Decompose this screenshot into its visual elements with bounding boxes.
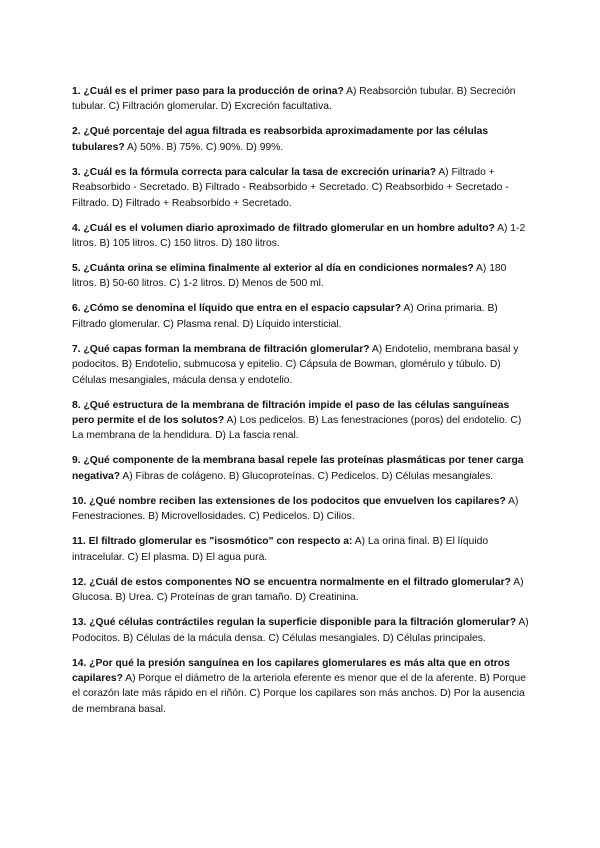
question-number: 12. [72, 576, 87, 588]
question-11 [72, 534, 530, 565]
question-number: 6. [72, 303, 81, 315]
question-text: ¿Cuál es el primer paso para la producción de orina? [83, 86, 344, 97]
question-7 [72, 342, 530, 388]
answer-options: A) Fibras de colágeno. B) Glucoproteínas. C) Pedicelos. D) Células mesangiales. [122, 470, 494, 482]
answer-options: A) Endotelio, membrana basal y podocitos. B) Endotelio, submucosa y epitelio. C) Cápsula de Bowman, glomérulo y túbulo. D) Células mesangiales, mácula densa y endotelio. [72, 343, 519, 386]
question-6 [72, 301, 530, 332]
question-number: 11. [72, 536, 86, 548]
question-stem [72, 617, 516, 628]
question-number: 9. [72, 455, 81, 467]
answer-options: A) Filtrado + Reabsorbido - Secretado. B) Filtrado - Reabsorbido + Secretado. C) Reabsorbido + Secretado - Filtrado. D) Filtrado + Reabsorbido + Secretado. [72, 166, 509, 209]
answer-options: A) Reabsorción tubular. B) Secreción tubular. C) Filtración glomerular. D) Excreción facultativa. [72, 86, 516, 113]
question-9 [72, 453, 530, 484]
answer-options: A) Podocitos. B) Células de la mácula densa. C) Células mesangiales. D) Células principales. [72, 617, 529, 644]
question-number: 3. [72, 166, 81, 178]
question-number: 8. [72, 399, 81, 411]
question-text: ¿Qué porcentaje del agua filtrada es reabsorbida aproximadamente por las células tubulares? [72, 126, 489, 153]
question-8 [72, 398, 530, 444]
question-2 [72, 124, 530, 155]
question-text: ¿Cuál es el volumen diario aproximado de filtrado glomerular en un hombre adulto? [83, 222, 495, 234]
question-5 [72, 261, 530, 292]
question-stem [72, 263, 474, 274]
question-text: ¿Cuál de estos componentes NO se encuentra normalmente en el filtrado glomerular? [89, 576, 511, 588]
question-text: ¿Cómo se denomina el líquido que entra en el espacio capsular? [83, 303, 402, 315]
answer-options: A) Los pedicelos. B) Las fenestraciones (poros) del endotelio. C) La membrana de la hendidura. D) La fascia renal. [72, 415, 522, 442]
question-text: ¿Por qué la presión sanguínea en los capilares glomerulares es más alta que en otros capilares? [72, 657, 510, 684]
question-text: El filtrado glomerular es "isosmótico" con respecto a: [88, 536, 353, 548]
answer-options: A) Fenestraciones. B) Microvellosidades. C) Pedicelos. D) Cilios. [72, 495, 519, 523]
question-stem [72, 167, 436, 178]
answer-options: A) La orina final. B) El líquido intracelular. C) El plasma. D) El agua pura. [72, 536, 489, 563]
question-stem [72, 303, 401, 314]
answer-options: A) 1-2 litros. B) 105 litros. C) 150 litros. D) 180 litros. [72, 222, 526, 250]
question-3 [72, 165, 530, 211]
answer-options: A) 180 litros. B) 50-60 litros. C) 1-2 litros. D) Menos de 500 ml. [72, 263, 507, 290]
question-stem [72, 223, 495, 234]
question-stem [72, 86, 344, 97]
question-stem [72, 577, 511, 588]
question-1 [72, 84, 530, 115]
answer-options: A) Porque el diámetro de la arteriola eferente es menor que el de la aferente. B) Porque el corazón late más rápido en el riñón. C) Porque los capilares son más anchos. D) Por la ausencia de membrana basal. [72, 672, 526, 715]
question-13 [72, 615, 530, 646]
question-text: ¿Qué componente de la membrana basal repele las proteínas plasmáticas por tener carga negativa? [72, 455, 524, 482]
question-number: 4. [72, 222, 81, 234]
question-4 [72, 221, 530, 252]
question-text: ¿Cuánta orina se elimina finalmente al exterior al día en condiciones normales? [83, 263, 474, 275]
question-stem [72, 344, 370, 355]
question-number: 10. [72, 495, 87, 507]
question-number: 2. [72, 126, 81, 138]
question-text: ¿Qué estructura de la membrana de filtración impide el paso de las células sanguíneas pero permite el de los solutos? [72, 399, 510, 427]
question-stem [72, 496, 506, 507]
question-stem [72, 536, 352, 547]
question-text: ¿Qué células contráctiles regulan la superficie disponible para la filtración glomerular? [89, 617, 517, 629]
question-14 [72, 656, 530, 718]
question-number: 14. [72, 657, 87, 669]
answer-options: A) Glucosa. B) Urea. C) Proteínas de gran tamaño. D) Creatinina. [72, 576, 524, 604]
question-text: ¿Qué capas forman la membrana de filtración glomerular? [83, 343, 370, 355]
question-text: ¿Cuál es la fórmula correcta para calcular la tasa de excreción urinaria? [83, 166, 437, 178]
question-text: ¿Qué nombre reciben las extensiones de los podocitos que envuelven los capilares? [89, 495, 506, 507]
question-number: 7. [72, 343, 81, 355]
answer-options: A) 50%. B) 75%. C) 90%. D) 99%. [126, 141, 284, 153]
answer-options: A) Orina primaria. B) Filtrado glomerular. C) Plasma renal. D) Líquido intersticial. [72, 303, 498, 330]
question-number: 13. [72, 617, 87, 629]
question-number: 5. [72, 263, 81, 275]
question-number: 1. [72, 86, 81, 97]
question-12 [72, 575, 530, 606]
question-10 [72, 494, 530, 525]
